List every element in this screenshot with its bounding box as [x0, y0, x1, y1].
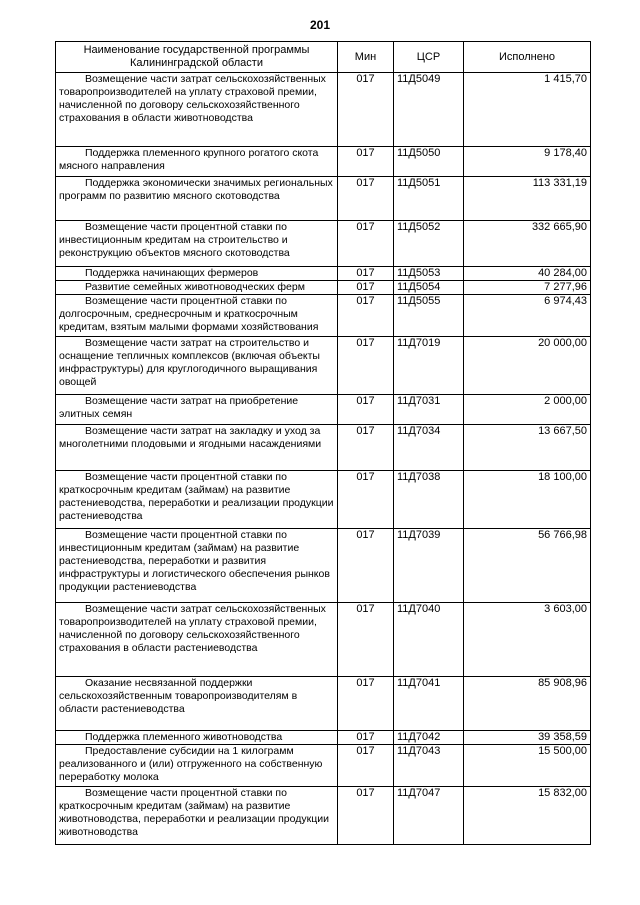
- budget-table: [55, 41, 591, 845]
- ministry-code-cell: 017: [338, 529, 394, 603]
- csr-code-cell: 11Д5055: [394, 295, 464, 337]
- column-header-program-name: Наименование государственной программы Калининградской области: [56, 42, 338, 73]
- ministry-code-cell: 017: [338, 603, 394, 677]
- ministry-code-cell: 017: [338, 425, 394, 471]
- csr-code-cell: 11Д5049: [394, 73, 464, 147]
- program-name-cell: Возмещение части процентной ставки по краткосрочным кредитам (займам) на развитие животноводства, переработки и реализации продукции животноводства: [56, 787, 338, 845]
- table-row: [56, 529, 591, 603]
- ministry-code-cell: 017: [338, 471, 394, 529]
- ministry-code-cell: 017: [338, 787, 394, 845]
- column-header-csr: ЦСР: [394, 42, 464, 73]
- ministry-code-cell: 017: [338, 147, 394, 177]
- ministry-code-cell: 017: [338, 337, 394, 395]
- executed-amount-cell: 85 908,96: [464, 677, 591, 731]
- csr-code-cell: 11Д7038: [394, 471, 464, 529]
- executed-amount-cell: 9 178,40: [464, 147, 591, 177]
- executed-amount-cell: 40 284,00: [464, 267, 591, 281]
- executed-amount-cell: 20 000,00: [464, 337, 591, 395]
- csr-code-cell: 11Д7043: [394, 745, 464, 787]
- executed-amount-cell: 3 603,00: [464, 603, 591, 677]
- csr-code-cell: 11Д7019: [394, 337, 464, 395]
- column-header-ministry: Мин: [338, 42, 394, 73]
- executed-amount-cell: 1 415,70: [464, 73, 591, 147]
- table-row: [56, 677, 591, 731]
- ministry-code-cell: 017: [338, 267, 394, 281]
- csr-code-cell: 11Д7042: [394, 731, 464, 745]
- table-row: [56, 395, 591, 425]
- executed-amount-cell: 7 277,96: [464, 281, 591, 295]
- csr-code-cell: 11Д5051: [394, 177, 464, 221]
- page-number: 201: [309, 18, 331, 32]
- executed-amount-cell: 15 500,00: [464, 745, 591, 787]
- executed-amount-cell: 6 974,43: [464, 295, 591, 337]
- program-name-cell: Возмещение части затрат на строительство и оснащение тепличных комплексов (включая объекты инфраструктуры) для круглогодичного выращивания овощей: [56, 337, 338, 395]
- column-header-executed: Исполнено: [464, 42, 591, 73]
- ministry-code-cell: 017: [338, 73, 394, 147]
- table-row: [56, 267, 591, 281]
- program-name-cell: Возмещение части процентной ставки по инвестиционным кредитам на строительство и реконструкцию объектов мясного скотоводства: [56, 221, 338, 267]
- csr-code-cell: 11Д7039: [394, 529, 464, 603]
- program-name-cell: Поддержка начинающих фермеров: [56, 267, 338, 281]
- program-name-cell: Возмещение части затрат на закладку и уход за многолетними плодовыми и ягодными насаждениями: [56, 425, 338, 471]
- program-name-cell: Возмещение части затрат сельскохозяйственных товаропроизводителей на уплату страховой премии, начисленной по договору сельскохозяйственного страхования в области животноводства: [56, 73, 338, 147]
- table-body: [56, 73, 591, 845]
- ministry-code-cell: 017: [338, 221, 394, 267]
- table-row: [56, 745, 591, 787]
- program-name-cell: Поддержка экономически значимых региональных программ по развитию мясного скотоводства: [56, 177, 338, 221]
- table-row: [56, 147, 591, 177]
- table-row: [56, 787, 591, 845]
- csr-code-cell: 11Д7031: [394, 395, 464, 425]
- table-row: [56, 471, 591, 529]
- program-name-cell: Возмещение части процентной ставки по краткосрочным кредитам (займам) на развитие растениеводства, переработки и реализации продукции растениеводства: [56, 471, 338, 529]
- table-row: [56, 177, 591, 221]
- table-row: [56, 337, 591, 395]
- csr-code-cell: 11Д7047: [394, 787, 464, 845]
- program-name-cell: Поддержка племенного животноводства: [56, 731, 338, 745]
- ministry-code-cell: 017: [338, 677, 394, 731]
- ministry-code-cell: 017: [338, 295, 394, 337]
- ministry-code-cell: 017: [338, 745, 394, 787]
- csr-code-cell: 11Д5054: [394, 281, 464, 295]
- executed-amount-cell: 113 331,19: [464, 177, 591, 221]
- executed-amount-cell: 15 832,00: [464, 787, 591, 845]
- executed-amount-cell: 56 766,98: [464, 529, 591, 603]
- executed-amount-cell: 13 667,50: [464, 425, 591, 471]
- table-header-row: [56, 42, 591, 73]
- table-row: [56, 295, 591, 337]
- program-name-cell: Поддержка племенного крупного рогатого скота мясного направления: [56, 147, 338, 177]
- table-row: [56, 603, 591, 677]
- csr-code-cell: 11Д7040: [394, 603, 464, 677]
- table-row: [56, 281, 591, 295]
- csr-code-cell: 11Д5052: [394, 221, 464, 267]
- ministry-code-cell: 017: [338, 395, 394, 425]
- program-name-cell: Предоставление субсидии на 1 килограмм реализованного и (или) отгруженного на собственную переработку молока: [56, 745, 338, 787]
- executed-amount-cell: 39 358,59: [464, 731, 591, 745]
- program-name-cell: Возмещение части процентной ставки по долгосрочным, среднесрочным и краткосрочным кредитам, взятым малыми формами хозяйствования: [56, 295, 338, 337]
- table-row: [56, 73, 591, 147]
- table-row: [56, 221, 591, 267]
- csr-code-cell: 11Д5053: [394, 267, 464, 281]
- program-name-cell: Развитие семейных животноводческих ферм: [56, 281, 338, 295]
- csr-code-cell: 11Д7041: [394, 677, 464, 731]
- executed-amount-cell: 332 665,90: [464, 221, 591, 267]
- ministry-code-cell: 017: [338, 731, 394, 745]
- ministry-code-cell: 017: [338, 281, 394, 295]
- table-row: [56, 731, 591, 745]
- executed-amount-cell: 18 100,00: [464, 471, 591, 529]
- program-name-cell: Возмещение части затрат сельскохозяйственных товаропроизводителей на уплату страховой премии, начисленной по договору сельскохозяйственного страхования в области растениеводства: [56, 603, 338, 677]
- ministry-code-cell: 017: [338, 177, 394, 221]
- csr-code-cell: 11Д5050: [394, 147, 464, 177]
- program-name-cell: Оказание несвязанной поддержки сельскохозяйственным товаропроизводителям в области растениеводства: [56, 677, 338, 731]
- executed-amount-cell: 2 000,00: [464, 395, 591, 425]
- csr-code-cell: 11Д7034: [394, 425, 464, 471]
- table-row: [56, 425, 591, 471]
- program-name-cell: Возмещение части затрат на приобретение элитных семян: [56, 395, 338, 425]
- program-name-cell: Возмещение части процентной ставки по инвестиционным кредитам (займам) на развитие растениеводства, переработки и развития инфраструктуры и логистического обеспечения рынков продукции растениеводства: [56, 529, 338, 603]
